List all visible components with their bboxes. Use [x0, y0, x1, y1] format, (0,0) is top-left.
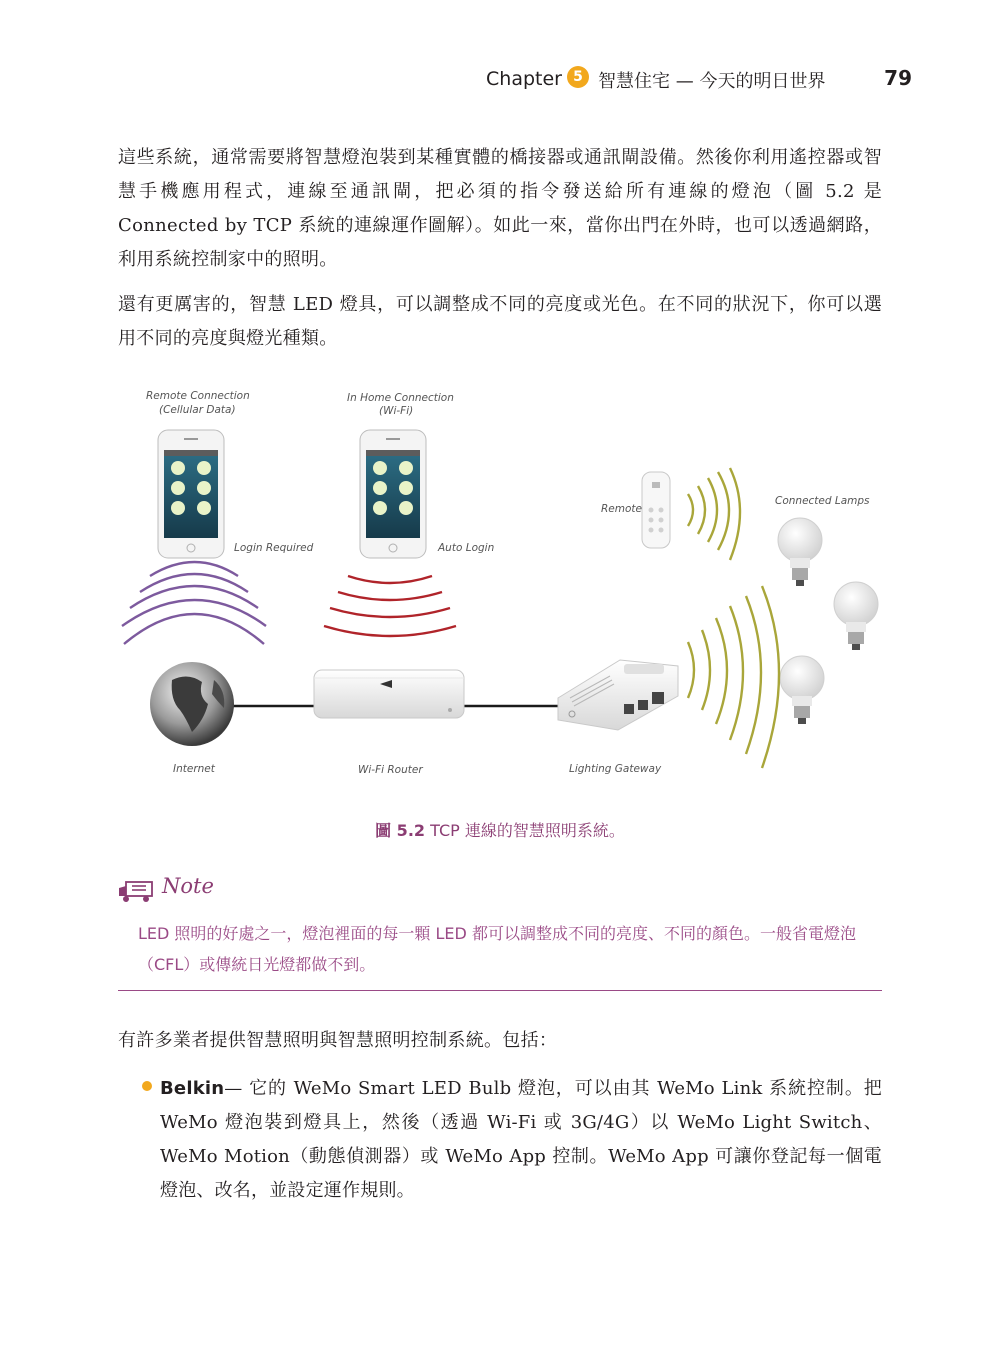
body-paragraph: 有許多業者提供智慧照明與智慧照明控制系統。包括： [118, 1030, 558, 1051]
label-connected-lamps: Connected Lamps [775, 495, 870, 507]
caption-label: 圖 5.2 [375, 821, 426, 840]
label-internet: Internet [173, 763, 215, 775]
note-truck-icon [118, 876, 154, 904]
label-remote: Remote [601, 503, 642, 515]
label-in-home-connection: In Home Connection [347, 392, 454, 404]
chapter-label: Chapter [486, 68, 562, 90]
remote-control-icon [642, 472, 670, 548]
smartphone-home-icon [360, 430, 426, 558]
bullet-lead: Belkin [160, 1078, 225, 1099]
bullet-dot-icon [142, 1081, 152, 1091]
label-login-required: Login Required [234, 542, 314, 554]
running-header [0, 62, 1000, 96]
caption-text: TCP 連線的智慧照明系統。 [430, 821, 625, 840]
smart-bulb-icon [780, 656, 824, 724]
wifi-router-icon [314, 670, 464, 718]
label-remote-connection: Remote Connection [146, 390, 250, 402]
diagram-graphic [110, 380, 900, 790]
smart-bulb-icon [778, 518, 822, 586]
label-auto-login: Auto Login [438, 542, 495, 554]
figure-tcp-diagram [110, 380, 900, 790]
note-title: Note [162, 874, 214, 898]
smartphone-remote-icon [158, 430, 224, 558]
smart-bulb-icon [834, 582, 878, 650]
body-paragraph: 還有更厲害的，智慧 LED 燈具，可以調整成不同的亮度或光色。在不同的狀況下，你可以選用不同的亮度與燈光種類。 [118, 294, 882, 349]
note-text: LED 照明的好處之一，燈泡裡面的每一顆 LED 都可以調整成不同的亮度、不同的顏色。一般省電燈泡（CFL）或傳統日光燈都做不到。 [138, 924, 856, 974]
gateway-signal-icon [688, 586, 779, 768]
globe-icon [150, 662, 234, 746]
wifi-signal-icon [324, 576, 456, 636]
remote-signal-icon [688, 468, 740, 560]
bullet-body: — 它的 WeMo Smart LED Bulb 燈泡，可以由其 WeMo Link 系統控制。把 WeMo 燈泡裝到燈具上，然後（透過 Wi-Fi 或 3G/4G）以 WeMo Light Switch、WeMo Motion（動態偵測器）或 WeMo App 控制。WeMo App 可讓你登記每一個電燈泡、改名，並設定運作規則。 [160, 1078, 882, 1201]
chapter-number-badge: 5 [567, 66, 589, 88]
figure-caption [0, 818, 1000, 841]
label-remote-connection-sub: (Cellular Data) [159, 404, 236, 416]
lighting-gateway-icon [558, 660, 678, 730]
cellular-signal-icon [122, 562, 266, 644]
body-paragraph: 這些系統，通常需要將智慧燈泡裝到某種實體的橋接器或通訊閘設備。然後你利用遙控器或智慧手機應用程式，連線至通訊閘，把必須的指令發送給所有連線的燈泡（圖 5.2 是 Connected by TCP 系統的連線運作圖解）。如此一來，當你出門在外時，也可以透過網路，利用系統控制家中的照明。 [118, 147, 882, 270]
label-lighting-gateway: Lighting Gateway [569, 763, 662, 775]
label-wifi-router: Wi-Fi Router [358, 764, 423, 776]
chapter-title: 智慧住宅 — 今天的明日世界 [598, 71, 826, 92]
page-number: 79 [884, 66, 912, 90]
note-divider [118, 990, 882, 991]
label-in-home-connection-sub: (Wi-Fi) [379, 405, 414, 417]
bullet-item [160, 1072, 882, 1208]
